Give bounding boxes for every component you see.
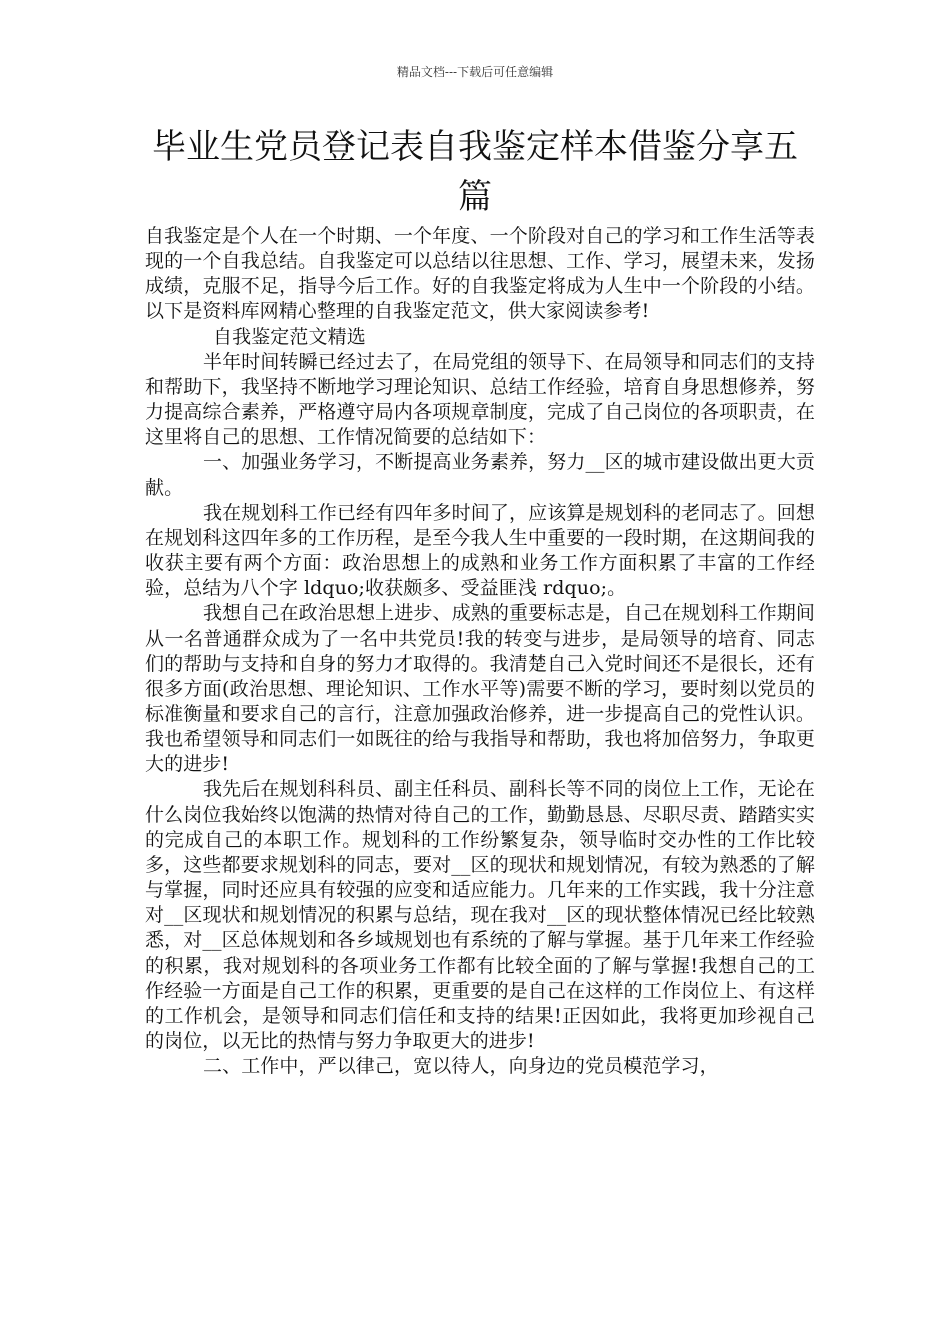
intro-paragraph: 自我鉴定是个人在一个时期、一个年度、一个阶段对自己的学习和工作生活等表现的一个自我总结。自我鉴定可以总结以往思想、工作、学习，展望未来，发扬成绩，克服不足，指导今后工作。好的自我鉴定将成为人生中一个阶段的小结。以下是资料库网精心整理的自我鉴定范文，供大家阅读参考! — [145, 225, 815, 323]
body-paragraph: 二、工作中，严以律己，宽以待人，向身边的党员模范学习， — [203, 1055, 719, 1078]
body-paragraph: 我在规划科工作已经有四年多时间了，应该算是规划科的老同志了。回想在规划科这四年多的工作历程，是至今我人生中重要的一段时期，在这期间我的收获主要有两个方面：政治思想上的成熟和业务工作方面积累了丰富的工作经验，总结为八个字 ldquo;收获颇多、受益匪浅 rdquo;。 — [145, 501, 815, 600]
body-paragraph: 半年时间转瞬已经过去了，在局党组的领导下、在局领导和同志们的支持和帮助下，我坚持不断地学习理论知识、总结工作经验，培育自身思想修养，努力提高综合素养，严格遵守局内各项规章制度，完成了自己岗位的各项职责，在这里将自己的思想、工作情况简要的总结如下： — [145, 350, 815, 449]
running-header: 精品文档---下载后可任意编辑 — [396, 65, 554, 79]
body-paragraph: 我先后在规划科科员、副主任科员、副科长等不同的岗位上工作，无论在什么岗位我始终以饱满的热情对待自己的工作，勤勤恳恳、尽职尽责、踏踏实实的完成自己的本职工作。规划科的工作纷繁复杂，领导临时交办性的工作比较多，这些都要求规划科的同志，要对__区的现状和规划情况，有较为熟悉的了解与掌握，同时还应具有较强的应变和适应能力。几年来的工作实践，我十分注意对__区现状和规划情况的积累与总结，现在我对__区的现状整体情况已经比较熟悉，对__区总体规划和各乡域规划也有系统的了解与掌握。基于几年来工作经验的积累，我对规划科的各项业务工作都有比较全面的了解与掌握!我想自己的工作经验一方面是自己工作的积累，更重要的是自己在这样的工作岗位上、有这样的工作机会，是领导和同志们信任和支持的结果!正因如此，我将更加珍视自己的岗位，以无比的热情与努力争取更大的进步! — [145, 778, 815, 1052]
section-heading: 自我鉴定范文精选 — [213, 325, 366, 348]
document-title: 毕业生党员登记表自我鉴定样本借鉴分享五篇 — [152, 127, 798, 217]
body-paragraph: 我想自己在政治思想上进步、成熟的重要标志是，自己在规划科工作期间从一名普通群众成为了一名中共党员!我的转变与进步，是局领导的培育、同志们的帮助与支持和自身的努力才取得的。我清楚自己入党时间还不是很长，还有很多方面(政治思想、理论知识、工作水平等)需要不断的学习，要时刻以党员的标准衡量和要求自己的言行，注意加强政治修养，进一步提高自己的党性认识。我也希望领导和同志们一如既往的给与我指导和帮助，我也将加倍努力，争取更大的进步! — [145, 602, 815, 776]
body-paragraph: 一、加强业务学习，不断提高业务素养，努力__区的城市建设做出更大贡献。 — [145, 451, 815, 499]
document-body — [145, 224, 815, 1079]
